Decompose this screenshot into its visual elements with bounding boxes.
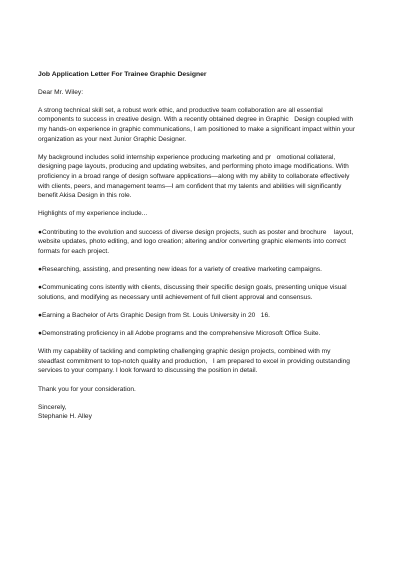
text-line: My background includes solid internship experience producing marketing and pr omotional collateral, (38, 153, 336, 161)
paragraph-thanks (38, 385, 368, 395)
signoff: Sincerely, (38, 403, 67, 411)
paragraph-intro (38, 106, 368, 144)
text-line: Thank you for your consideration. (38, 385, 136, 393)
text-line: ●Contributing to the evolution and success of diverse design projects, such as poster and brochure layout, (38, 228, 354, 236)
text-line: ●Researching, assisting, and presenting new ideas for a variety of creative marketing campaigns. (38, 265, 322, 273)
bullet-item-communication (38, 283, 368, 302)
text-line: formats for each project. (38, 247, 110, 255)
bullet-item-research (38, 265, 368, 275)
text-line: ●Earning a Bachelor of Arts Graphic Design from St. Louis University in 20 16. (38, 311, 270, 319)
bullet-item-degree (38, 311, 368, 321)
text-line: designing page layouts, producing and updating websites, and performing photo image modifications. With (38, 163, 349, 171)
letter-body (38, 70, 368, 422)
text-line: components to success in creative design. With a recently obtained degree in Graphic Design coupled with (38, 116, 354, 124)
signature-block (38, 403, 368, 422)
salutation: Dear Mr. Wiley: (38, 88, 84, 96)
text-line: With my capability of tackling and completing challenging graphic design projects, combined with my (38, 348, 331, 356)
text-line: organization as your next Junior Graphic Designer. (38, 135, 187, 143)
text-line: ●Communicating cons istently with clients, discussing their specific design goals, presenting unique visual (38, 284, 347, 292)
text-line: with clients, peers, and management teams—I am confident that my talents and abilities will significantly (38, 182, 342, 190)
text-line: Highlights of my experience include... (38, 210, 148, 218)
bullet-item-software (38, 329, 368, 339)
paragraph-capability (38, 347, 368, 376)
text-line: solutions, and modifying as necessary until achievement of full client approval and consensus. (38, 293, 313, 301)
text-line: website updates, photo editing, and logo creation; altering and/or converting graphic elements into correct (38, 238, 346, 246)
text-line: proficiency in a broad range of design software applications—along with my ability to collaborate effectively (38, 172, 350, 180)
paragraph-highlights-intro (38, 209, 368, 219)
letter-title: Job Application Letter For Trainee Graphic Designer (38, 71, 207, 78)
text-line: A strong technical skill set, a robust work ethic, and productive team collaboration are all essential (38, 106, 323, 114)
text-line: my hands-on experience in graphic communications, I am positioned to make a significant impact within your (38, 125, 356, 133)
signature-name: Stephanie H. Alley (38, 413, 92, 421)
text-line: services to your company. I look forward to discussing the position in detail. (38, 367, 258, 375)
text-line: steadfast commitment to top-notch quality and production, I am prepared to excel in providing outstanding (38, 357, 350, 365)
paragraph-background (38, 153, 368, 201)
bullet-item-design-projects (38, 228, 368, 257)
text-line: ●Demonstrating proficiency in all Adobe programs and the comprehensive Microsoft Office Suite. (38, 330, 321, 338)
text-line: benefit Akisa Design in this role. (38, 192, 132, 200)
